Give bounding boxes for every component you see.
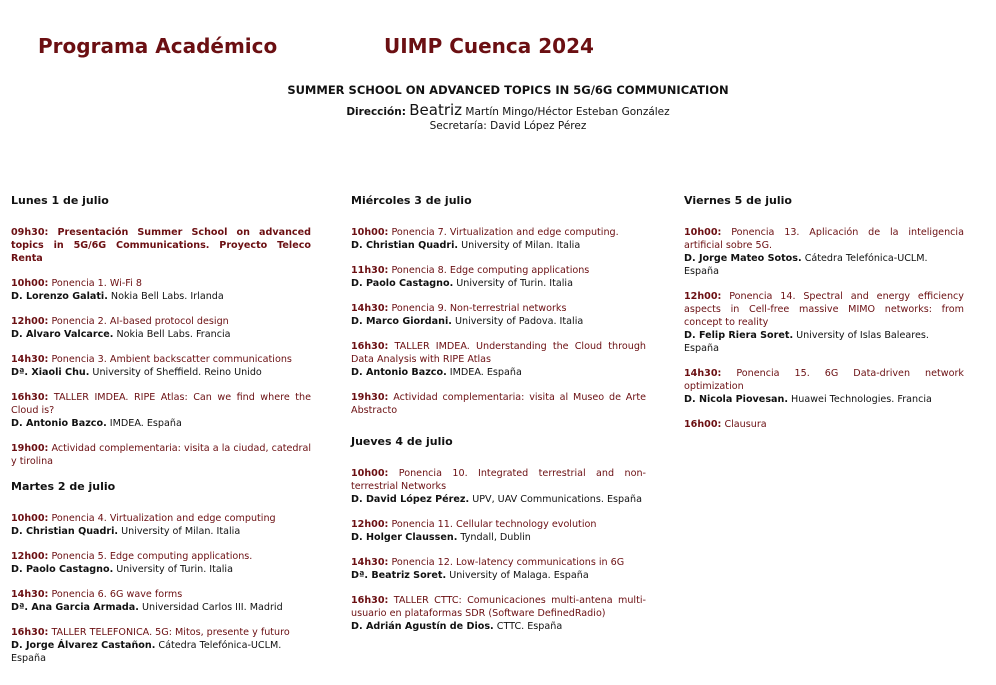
session-talk [351,467,646,493]
speaker-name: D. Paolo Castagno. [351,278,454,289]
session-item [351,302,646,328]
speaker-affiliation: University of Sheffield. Reino Unido [89,367,262,378]
session-talk [351,302,646,315]
session-item [684,367,964,406]
session-title: Actividad complementaria: visita al Museo de Arte Abstracto [351,392,646,416]
session-time: 12h00: [11,316,49,327]
session-talk [11,626,311,639]
session-talk [11,588,311,601]
column-1 [11,194,311,677]
session-talk [11,391,311,417]
session-item [684,290,964,355]
speaker-name: Dª. Ana Garcia Armada. [11,602,139,613]
session-time: 12h00: [684,291,722,302]
session-title: TALLER CTTC: Comunicaciones multi-antena multi-usuario en plataformas SDR (Software DefinedRadio) [351,595,646,619]
session-item [351,556,646,582]
day-heading: Lunes 1 de julio [11,194,109,207]
session-item [11,353,311,379]
session-title: TALLER TELEFONICA. 5G: Mitos, presente y futuro [51,627,290,638]
speaker-affiliation: CTTC. España [493,621,563,632]
speaker-name: D. Jorge Mateo Sotos. [684,253,802,264]
session-talk [351,264,646,277]
session-item [684,226,964,278]
course-title: SUMMER SCHOOL ON ADVANCED TOPICS IN 5G/6G COMMUNICATION [287,83,729,97]
session-talk [351,594,646,620]
session-speaker [11,525,311,538]
session-item [11,512,311,538]
session-title: Ponencia 15. 6G Data-driven network optimization [684,368,964,392]
session-speaker [351,277,646,290]
session-title: Ponencia 6. 6G wave forms [51,589,183,600]
direction-line [0,101,996,119]
session-item [351,594,646,633]
session-title: TALLER IMDEA. RIPE Atlas: Can we find where the Cloud is? [11,392,311,416]
speaker-affiliation: Cátedra Telefónica-UCLM. España [11,640,282,664]
session-talk [11,226,311,265]
session-talk [11,277,311,290]
speaker-name: D. Adrián Agustín de Dios. [351,621,494,632]
session-talk [684,367,964,393]
session-talk [351,340,646,366]
session-title: Ponencia 10. Integrated terrestrial and non-terrestrial Networks [351,468,646,492]
session-talk [11,512,311,525]
speaker-name: D. Holger Claussen. [351,532,458,543]
direction-names: Martín Mingo/Héctor Esteban González [465,106,670,118]
session-title: Ponencia 4. Virtualization and edge computing [51,513,276,524]
session-talk [351,556,646,569]
session-time: 14h30: [684,368,722,379]
session-title: Ponencia 14. Spectral and energy efficiency aspects in Cell-free massive MIMO networks: from concept to reality [684,291,964,328]
speaker-name: Dª. Beatriz Soret. [351,570,447,581]
session-title: Ponencia 9. Non-terrestrial networks [391,303,567,314]
session-time: 10h00: [351,227,389,238]
session-talk [351,391,646,417]
session-speaker [11,601,311,614]
session-time: 10h00: [11,278,49,289]
session-title: Ponencia 13. Aplicación de la inteligencia artificial sobre 5G. [684,227,964,251]
session-talk [11,550,311,563]
session-item [351,518,646,544]
session-speaker [11,328,311,341]
session-time: 16h30: [11,627,49,638]
session-speaker [351,620,646,633]
session-talk [684,226,964,252]
session-item [11,277,311,303]
speaker-affiliation: University of Malaga. España [446,570,589,581]
speaker-name: D. Lorenzo Galati. [11,291,108,302]
session-item [11,226,311,265]
session-time: 19h00: [11,443,49,454]
session-talk [351,518,646,531]
session-time: 10h00: [684,227,722,238]
speaker-affiliation: Nokia Bell Labs. Francia [113,329,231,340]
session-speaker [351,315,646,328]
session-speaker [684,252,964,278]
speaker-affiliation: University of Islas Baleares. España [684,330,929,354]
session-item [11,626,311,665]
session-talk [11,315,311,328]
session-title: Ponencia 11. Cellular technology evolution [391,519,597,530]
session-time: 09h30: [11,227,49,238]
session-time: 14h30: [11,354,49,365]
session-speaker [11,417,311,430]
speaker-affiliation: Huawei Technologies. Francia [787,394,932,405]
session-speaker [351,569,646,582]
session-item [11,550,311,576]
session-title: Ponencia 7. Virtualization and edge computing. [391,227,619,238]
session-time: 10h00: [11,513,49,524]
speaker-name: D. David López Pérez. [351,494,470,505]
speaker-name: D. Alvaro Valcarce. [11,329,114,340]
speaker-name: D. Paolo Castagno. [11,564,114,575]
session-item [351,226,646,252]
session-title: Presentación Summer School on advanced topics in 5G/6G Communications. Proyecto Teleco Renta [11,227,311,264]
speaker-name: D. Marco Giordani. [351,316,452,327]
session-speaker [11,563,311,576]
session-time: 14h30: [351,557,389,568]
session-item [351,467,646,506]
session-talk [11,353,311,366]
session-time: 16h00: [684,419,722,430]
session-time: 12h00: [351,519,389,530]
day-heading: Miércoles 3 de julio [351,194,472,207]
speaker-affiliation: Cátedra Telefónica-UCLM. España [684,253,928,277]
session-time: 16h30: [11,392,49,403]
session-time: 11h30: [351,265,389,276]
day-heading: Viernes 5 de julio [684,194,792,207]
speaker-affiliation: University of Turin. Italia [113,564,233,575]
speaker-affiliation: Universidad Carlos III. Madrid [138,602,283,613]
speaker-name: D. Jorge Álvarez Castañon. [11,640,156,651]
session-title: TALLER IMDEA. Understanding the Cloud through Data Analysis with RIPE Atlas [351,341,646,365]
session-item [351,340,646,379]
speaker-name: D. Felip Riera Soret. [684,330,794,341]
speaker-affiliation: IMDEA. España [446,367,522,378]
direction-first-name: Beatriz [409,101,463,119]
session-talk [351,226,646,239]
secretary-line: Secretaría: David López Pérez [429,120,587,132]
speaker-affiliation: Nokia Bell Labs. Irlanda [107,291,224,302]
session-speaker [11,290,311,303]
session-item [11,442,311,468]
event-title: UIMP Cuenca 2024 [384,34,594,58]
session-item [11,391,311,430]
program-title: Programa Académico [38,34,278,58]
session-time: 14h30: [11,589,49,600]
session-item [351,264,646,290]
session-title: Actividad complementaria: visita a la ciudad, catedral y tirolina [11,443,311,467]
session-speaker [11,366,311,379]
session-speaker [351,493,646,506]
session-time: 16h30: [351,341,389,352]
speaker-affiliation: University of Padova. Italia [451,316,584,327]
session-item [11,588,311,614]
column-2 [351,194,646,645]
session-time: 10h00: [351,468,389,479]
session-title: Ponencia 8. Edge computing applications [391,265,590,276]
session-title: Ponencia 12. Low-latency communications in 6G [391,557,625,568]
column-3 [684,194,964,443]
day-heading: Jueves 4 de julio [351,435,453,448]
session-title: Ponencia 1. Wi-Fi 8 [51,278,142,289]
speaker-affiliation: University of Milan. Italia [458,240,581,251]
session-item [684,418,964,431]
session-time: 12h00: [11,551,49,562]
day-heading: Martes 2 de julio [11,480,116,493]
session-time: 14h30: [351,303,389,314]
speaker-name: D. Christian Quadri. [351,240,459,251]
speaker-affiliation: Tyndall, Dublin [457,532,531,543]
speaker-name: D. Christian Quadri. [11,526,119,537]
session-speaker [11,639,311,665]
session-item [351,391,646,417]
speaker-affiliation: IMDEA. España [106,418,182,429]
session-item [11,315,311,341]
session-speaker [684,393,964,406]
speaker-name: D. Antonio Bazco. [351,367,447,378]
session-title: Ponencia 5. Edge computing applications. [51,551,253,562]
session-title: Ponencia 3. Ambient backscatter communications [51,354,292,365]
speaker-name: Dª. Xiaoli Chu. [11,367,90,378]
direction-label: Dirección: [346,106,406,118]
session-talk [684,418,964,431]
session-talk [11,442,311,468]
session-talk [684,290,964,329]
session-speaker [351,531,646,544]
speaker-affiliation: University of Milan. Italia [118,526,241,537]
speaker-name: D. Nicola Piovesan. [684,394,788,405]
session-speaker [684,329,964,355]
session-speaker [351,239,646,252]
speaker-affiliation: UPV, UAV Communications. España [469,494,642,505]
speaker-affiliation: University of Turin. Italia [453,278,573,289]
session-title: Ponencia 2. AI-based protocol design [51,316,229,327]
speaker-name: D. Antonio Bazco. [11,418,107,429]
session-speaker [351,366,646,379]
session-time: 19h30: [351,392,389,403]
session-time: 16h30: [351,595,389,606]
session-title: Clausura [724,419,767,430]
